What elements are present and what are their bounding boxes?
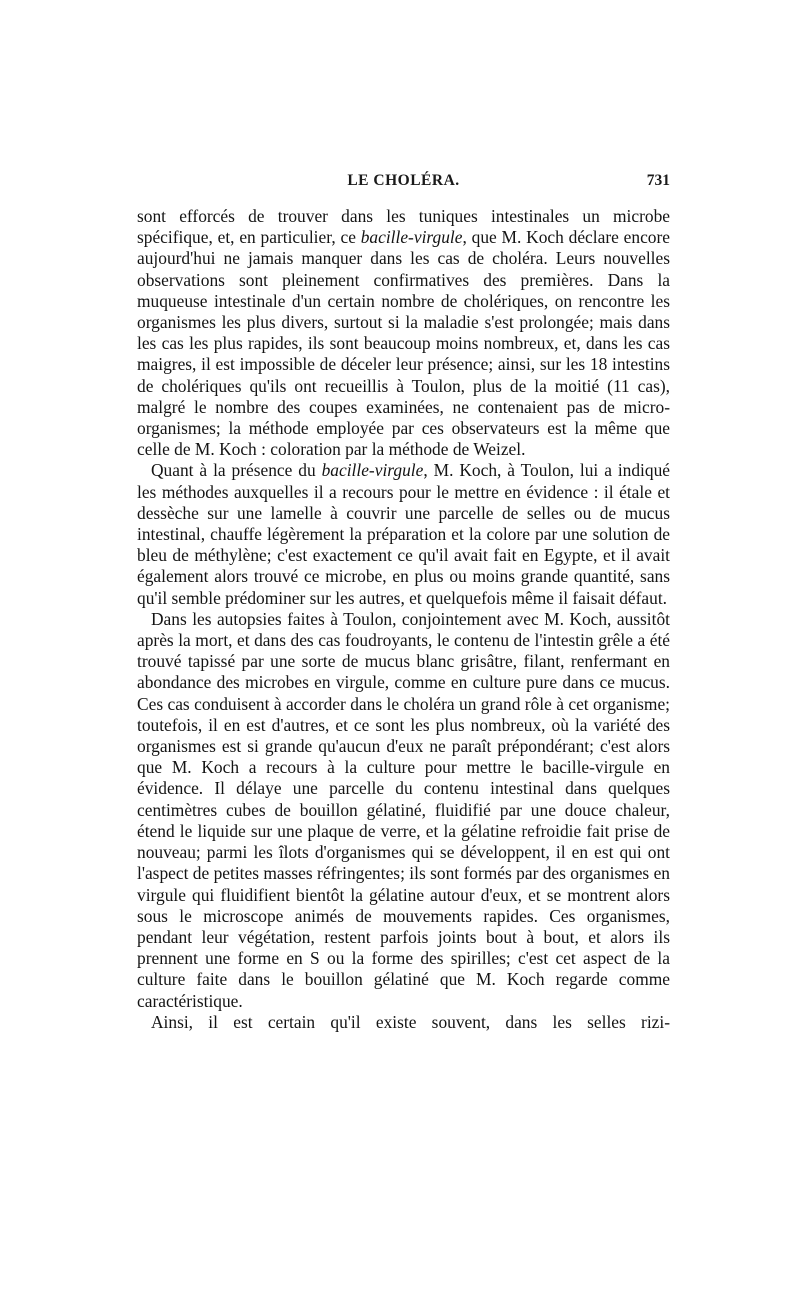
- paragraph-1: [137, 206, 670, 460]
- text-segment: , que M. Koch déclare encore aujourd'hui ne jamais manquer dans les cas de choléra. Leurs nouvelles observations sont pleinement confirmatives des premières. Dans la muqueuse intestinale d'un certain nombre de cholériques, on rencontre les organismes les plus divers, surtout si la maladie s'est prolongée; mais dans les cas les plus rapides, ils sont beaucoup moins nombreux, et, dans les cas maigres, il est impossible de déceler leur présence; ainsi, sur les 18 intestins de cholériques qu'ils ont recueillis à Toulon, plus de la moitié (11 cas), malgré le nombre des coupes examinées, ne contenaient pas de micro-organismes; la méthode employée par ces observateurs est la même que celle de M. Koch : coloration par la méthode de Weizel.: [137, 227, 670, 460]
- italic-term: bacille-virgule: [321, 460, 424, 481]
- text-segment: Ainsi, il est certain qu'il existe souvent, dans les selles rizi-: [151, 1011, 670, 1032]
- running-title: LE CHOLÉRA.: [347, 172, 460, 189]
- text-segment: , M. Koch, à Toulon, lui a indiqué les méthodes auxquelles il a recours pour le mettre en évidence : il étale et dessèche sur une lamelle à couvrir une parcelle de selles ou de mucus intestinal, chauffe légèrement la préparation et la colore par une solution de bleu de méthylène; c'est exactement ce qu'il avait fait en Egypte, et il avait également alors trouvé ce microbe, en plus ou moins grande quantité, sans qu'il semble prédominer sur les autres, et quelquefois même il faisait défaut.: [137, 460, 670, 608]
- text-segment: Dans les autopsies faites à Toulon, conjointement avec M. Koch, aussitôt après la mort, et dans des cas foudroyants, le contenu de l'intestin grêle a été trouvé tapissé par une sorte de mucus blanc grisâtre, filant, renfermant en abondance des microbes en virgule, comme en culture pure dans ce mucus. Ces cas conduisent à accorder dans le choléra un grand rôle à cet organisme; toutefois, il en est d'autres, et ce sont les plus nombreux, où la variété des organismes est si grande qu'aucun d'eux ne paraît prépondérant; c'est alors que M. Koch a recours à la culture pour mettre le bacille-virgule en évidence. Il délaye une parcelle du contenu intestinal dans quelques centimètres cubes de bouillon gélatiné, fluidifié par une douce chaleur, étend le liquide sur une plaque de verre, et la gélatine refroidie fait prise de nouveau; parmi les îlots d'organismes qui se développent, il en est qui ont l'aspect de petites masses réfringentes; ils sont formés par des organismes en virgule qui fluidifient bientôt la gélatine autour d'eux, et se montrent alors sous le microscope animés de mouvements rapides. Ces organismes, pendant leur végétation, restent parfois joints bout à bout, et alors ils prennent une forme en S ou la forme des spirilles; c'est cet aspect de la culture faite dans le bouillon gélatiné que M. Koch regarde comme caractéristique.: [137, 608, 670, 1011]
- paragraph-3: [137, 609, 670, 1012]
- paragraph-2: [137, 460, 670, 608]
- page-header: [137, 172, 670, 196]
- page-number: 731: [646, 172, 670, 189]
- body-text: [137, 206, 670, 1033]
- italic-term: bacille-virgule: [360, 227, 463, 248]
- text-segment: Quant à la présence du: [151, 460, 322, 481]
- text-segment: sont efforcés de trouver dans les tuniques intestinales un microbe spécifique, et, en particulier, ce: [137, 206, 670, 248]
- paragraph-4: [137, 1012, 670, 1033]
